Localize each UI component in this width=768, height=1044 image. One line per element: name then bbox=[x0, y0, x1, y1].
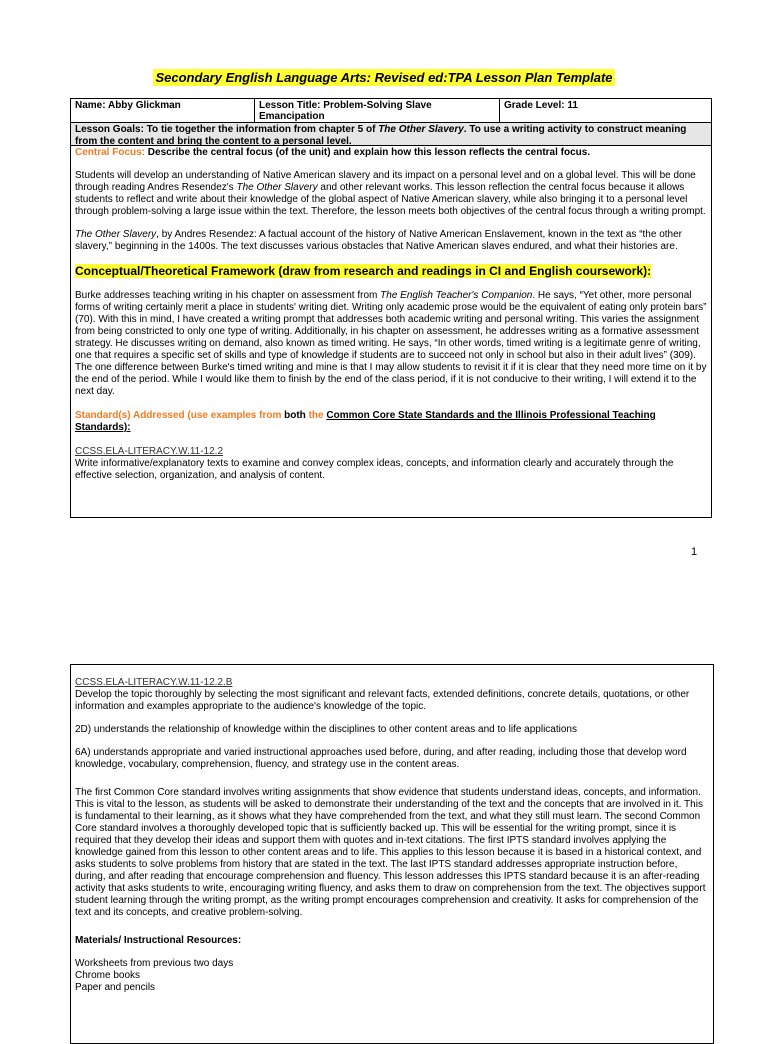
document-title-text: Secondary English Language Arts: Revised ed:TPA Lesson Plan Template bbox=[155, 70, 613, 85]
lesson-goals: Lesson Goals: To tie together the information from chapter 5 of The Other Slavery. To use a writing activity to construct meaning from the content and bring the content to a personal level. bbox=[71, 123, 711, 146]
standard-text-2: Develop the topic thoroughly by selecting the most significant and relevant facts, extended definitions, concrete details, quotations, or other information and examples appropriate to the audience's knowledge of the topic. bbox=[75, 689, 690, 712]
materials-item: Paper and pencils bbox=[75, 982, 156, 993]
lesson-plan-table-continued bbox=[70, 664, 714, 1044]
central-focus-section bbox=[71, 146, 711, 483]
central-focus-label: Central Focus: bbox=[75, 147, 146, 158]
framework-paragraph: Burke addresses teaching writing in his chapter on assessment from The English Teacher's Companion. He says, “Yet other, more personal forms of writing certainly merit a place in students' writing diet. Writing only academic prose would be the equivalent of eating only protein bars” (70). With this in mind, I have created a writing prompt that addresses both academic writing and personal writing. This varies the assignment from being constricted to only one type of writing. Additionally, in his chapter on assessment, he addresses writing as a formative assessment strategy. He discusses writing on demand, also known as timed writing. He says, “In other words, timed writing is a legitimate genre of writing, one that requires a specific set of skills and type of knowledge if students are to succeed not only in school but also in their adult lives” (309). The one difference between Burke's timed writing and mine is that I may allow students to revisit it if it is clear that they need more time on it by the end of the period. While I would like them to finish by the end of the class period, if it is not conducive to their writing, I will extend it to the next day. bbox=[75, 290, 707, 397]
standards-heading: Standard(s) Addressed (use examples from both the Common Core State Standards and the Illinois Professional Teaching Standards): bbox=[75, 410, 656, 433]
lesson-title: Lesson Title: Problem-Solving Slave Emancipation bbox=[255, 99, 500, 122]
standard-code-1[interactable]: CCSS.ELA-LITERACY.W.11-12.2 bbox=[75, 446, 224, 457]
ipts-standard-2d: 2D) understands the relationship of knowledge within the disciplines to other content areas and to life applications bbox=[75, 724, 577, 735]
central-focus-prompt: Central Focus: Describe the central focus (of the unit) and explain how this lesson reflects the central focus. bbox=[75, 147, 591, 158]
page-number: 1 bbox=[691, 546, 698, 558]
materials-item: Worksheets from previous two days bbox=[75, 958, 234, 969]
header-row bbox=[71, 99, 711, 123]
materials-item: Chrome books bbox=[75, 970, 141, 981]
teacher-name: Name: Abby Glickman bbox=[71, 99, 255, 122]
materials-heading: Materials/ Instructional Resources: bbox=[75, 935, 242, 946]
standards-explanation: The first Common Core standard involves writing assignments that show evidence that students understand ideas, concepts, and information. This is vital to the lesson, as students will be asked to demonstrate their understanding of the text and the concepts that are involved in it. This is fundamental to their learning, as it shows what they have comprehended from the text, and what they still must learn. The second Common Core standard involves a thoroughly developed topic that is sufficiently backed up. This will be essential for the writing prompt, since it is required that they develop their ideas and support them with quotes and in-text citations. The first IPTS standard involves applying the knowledge gained from this lesson to other content areas and to life. This applies to this lesson because it is based in a historical context, and asks students to solve problems from history that are stated in the text. The last IPTS standard addresses appropriate instruction before, during, and after reading that encourage comprehension and fluency. This lesson addresses this IPTS standard because it is an after-reading activity that asks students to write, encouraging writing fluency, and asks them to draw on comprehension from the text. The objectives support student learning through the writing prompt, as the writing prompt encourages comprehension and creativity. It asks for comprehension of the text and its concepts, and creative problem-solving. bbox=[75, 787, 706, 918]
lesson-plan-table bbox=[70, 98, 712, 518]
ipts-standard-6a: 6A) understands appropriate and varied instructional approaches used before, during, and after reading, including those that develop word knowledge, vocabulary, comprehension, fluency, and strategy use in the content areas. bbox=[75, 747, 687, 770]
framework-heading: Conceptual/Theoretical Framework (draw from research and readings in CI and English coursework): bbox=[75, 264, 652, 278]
text-summary-paragraph: The Other Slavery, by Andres Resendez: A factual account of the history of Native American Enslavement, known in the text as “the other slavery,” beginning in the 1400s. The text discusses various obstacles that Native American slaves endured, and what their histories are. bbox=[75, 229, 683, 252]
standard-text-1: Write informative/explanatory texts to examine and convey complex ideas, concepts, and information clearly and accurately through the effective selection, organization, and analysis of content. bbox=[75, 458, 674, 481]
grade-level: Grade Level: 11 bbox=[504, 100, 578, 111]
standard-code-2[interactable]: CCSS.ELA-LITERACY.W.11-12.2.B bbox=[75, 677, 233, 688]
central-focus-paragraph: Students will develop an understanding of Native American slavery and its impact on a personal level and on a global level. This will be done through reading Andres Resendez's The Other Slavery and other relevant works. This lesson reflection the central focus because it allows students to reflect and write about their knowledge of the global aspect of Native American slavery, while also bringing it to a personal level through problem-solving a large issue within the text. Therefore, the lesson meets both objectives of the central focus through a writing prompt. bbox=[75, 170, 706, 217]
document-title bbox=[0, 69, 768, 87]
